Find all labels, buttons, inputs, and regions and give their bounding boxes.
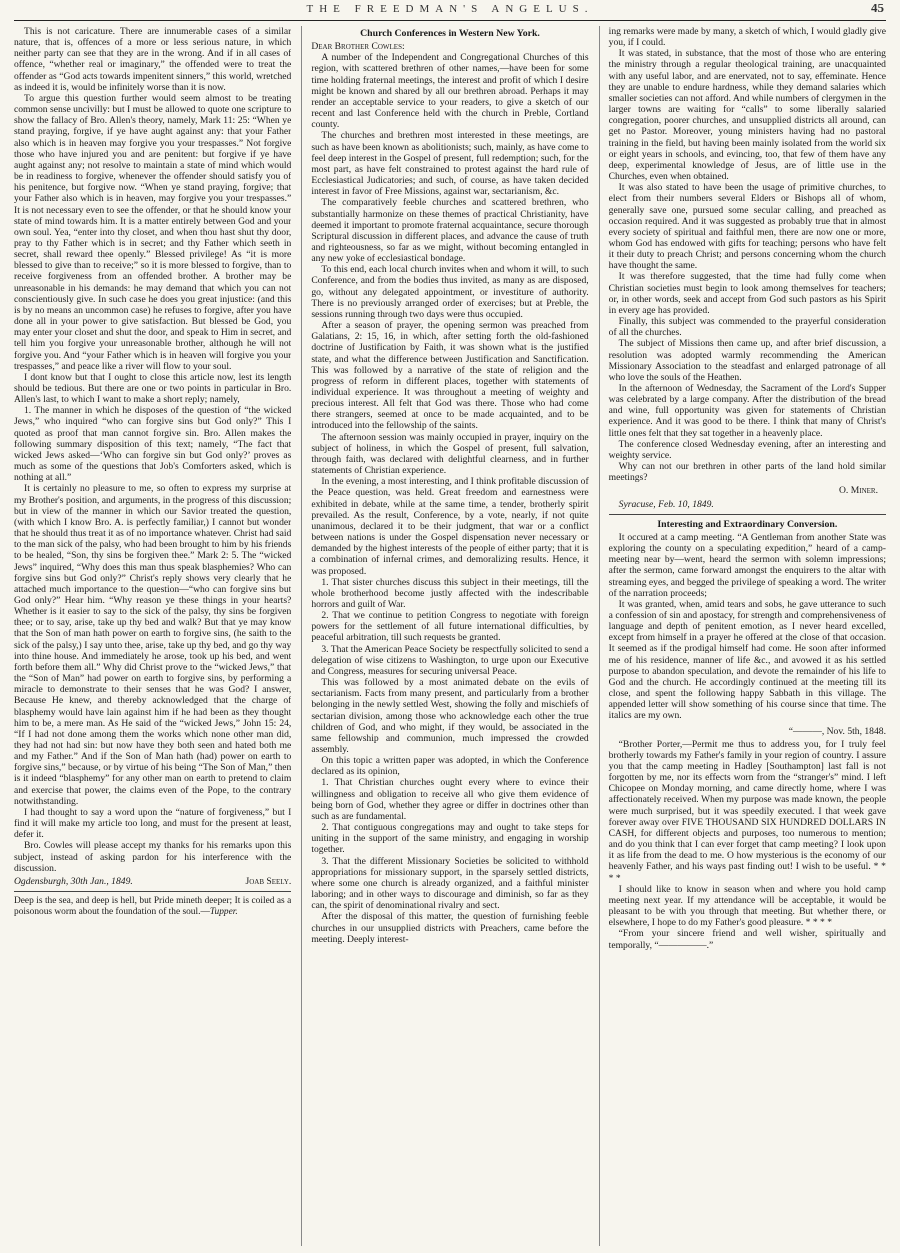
paragraph: 2. That we continue to petition Congress to negotiate with foreign powers for the settlement of all future international difficulties, by peaceful arbitration, till such requests be granted. bbox=[311, 610, 589, 644]
paragraph: 1. That Christian churches ought every where to evince their willingness and obligation to receive all who give them evidence of being born of God, whether they agree or differ in doctrines other than such as are fundamental. bbox=[311, 777, 589, 822]
paragraph: It occured at a camp meeting. “A Gentleman from another State was exploring the county on a speculating expedition,” heard of a camp-meeting near by—went, heard the sermon with solemn impressions; after the sermon, came forward amongst the enquirers to the altar with streaming eyes, and begged the privilege of speaking a word. The writer of the narration proceeds; bbox=[608, 531, 886, 599]
paragraph: I had thought to say a word upon the “nature of forgiveness,” but I find it will make my article too long, and must for the present at least, defer it. bbox=[14, 806, 292, 841]
columns bbox=[14, 26, 886, 1246]
article-heading: Interesting and Extraordinary Conversion. bbox=[657, 518, 838, 530]
paragraph: 1. That sister churches discuss this subject in their meetings, till the whole brotherhood become justly affected with the indescribable horrors and guilt of War. bbox=[311, 576, 589, 610]
paragraph: This is not caricature. There are innumerable cases of a similar nature, that is, offences of a more or less serious nature, in which neither party can see that they are in the wrong. And if in all cases of offence, “whether real or imaginary,” the offended were to treat the offender as “God acts towards impenitent sinners,” this world, wretched as indeed it is, would be infinitely worse than it is now. bbox=[14, 26, 292, 93]
paragraph: I dont know but that I ought to close this article now, lest its length should be tedious. But there are one or two points in particular in Bro. Allen's last, to which I want to make a short reply; namely, bbox=[14, 371, 292, 406]
article-heading: Church Conferences in Western New York. bbox=[360, 28, 540, 39]
epigram-text: Deep is the sea, and deep is hell, but Pride mineth deeper; It is coiled as a poisonous worm about the foundation of the soul.— bbox=[14, 896, 292, 918]
column-2 bbox=[301, 26, 588, 1246]
divider bbox=[609, 514, 886, 515]
dateline: Syracuse, Feb. 10, 1849. bbox=[618, 498, 714, 510]
paragraph: The subject of Missions then came up, and after brief discussion, a resolution was adopted warmly recommending the American Missionary Association to the steadfast and enlarged patronage of all who love the souls of the Heathen. bbox=[608, 338, 886, 383]
paragraph: After a season of prayer, the opening sermon was preached from Galatians, 2: 15, 16, in which, after setting forth the old-fashioned doctrine of Justification by Faith, it was shown what is the justified state, and what the difference between Justification and Sanctification. This was followed by a narrative of the state of religion and the progress of reform in different places, together with statements of individual experience. It was throughout a meeting of weighty and precious interest. All felt that God was there. Those who had come there strangers, seemed at once to be made acquainted, and to be introduced into the fellowship of the saints. bbox=[311, 320, 589, 432]
running-head-title: THE FREEDMAN'S ANGELUS. bbox=[306, 4, 594, 15]
paragraph: It is certainly no pleasure to me, so often to express my surprise at my Brother's position, and arguments, in the progress of this discussion; but in view of the manner in which our Savior treated the question, (with which I know Bro. A. is perfectly familiar,) I cannot but wonder that he should thus treat it as of no importance whatever. Christ had said to the man sick of the palsy, who had been brought to him by his friends to be healed, “Son, thy sins be forgiven thee.” Mark 2: 5. The “wicked Jews” inquired, “Why does this man thus speak blasphemies? Who can forgive sins but God only?” Christ's reply shows very clearly that he attached much importance to the question—“who can forgive sins but God only?” Hear him. “Why reason ye these things in your hearts? Whether is it easier to say to the sick of the palsy, thy sins be forgiven thee; or to say, arise, take up thy bed and walk? But that ye may know that the Son of man hath power on earth to forgive sins, (he saith to the sick of the palsy,) I say unto thee, arise, take up thy bed, and go thy way into thine house. And immediately he arose, took up his bed, and went forth before them all.” Why did Christ prove to the “wicked Jews,” that the “Son of Man” had power on earth to forgive sins, by performing a miracle to demonstrate to their senses that he was God? I answer, Because He knew, and thereby acknowledged that the charge of blasphemy would have lain against him if he had been as they thought him to be, a mere man. As He said of the “wicked Jews,” John 15: 24, “If I had not done among them the works which none other man did, they had not had sin: but now have they both seen and hated both me and my Father.” And if the Son of Man hath (had) power on earth to forgive sins,” because, or by virtue of his being “The Son of Man,” then is it indeed “blasphemy” for any other man on earth to pretend to claim and exercise that power, the claims even of the Pope, to the contrary notwithstanding. bbox=[14, 483, 292, 807]
paragraph: It was also stated to have been the usage of primitive churches, to elect from their numbers several Elders or Bishops all of whom, generally save one, pursued some secular calling, and preached as occasion required. And it was suggested as probably true that in almost every society of spiritual and faithful men, there are now one or more, whom God has endowed with gifts for teaching; persons who have felt it their duty to preach Christ; and persons concerning whom the church have thought the same. bbox=[608, 182, 886, 272]
paragraph: In the evening, a most interesting, and I think profitable discussion of the Peace question, was held. Great freedom and earnestness were exhibited in debate, while at the same time, a tender, brotherly spirit prevailed. As the result, Conference, by a vote, nearly, if not quite unanimous, declared it to be their judgment, that war or a conflict between nations is under the Gospel dispensation never necessary or demanded by the highest interests of the people of either party; that it is a combination of infernal crimes, and demoralizing results. Hence, it was proposed. bbox=[311, 476, 589, 577]
letter-paragraph: “From your sincere friend and well wisher, spiritually and temporally, “—————.” bbox=[608, 928, 886, 951]
letter-paragraph: “Brother Porter,—Permit me thus to address you, for I truly feel brotherly towards my Father's family in your region of country. I assure you that the camp meeting in Hadley [Southampton] last fall is not forgotten by me, nor its effects worn from the “stranger's” mind. I left Chicopee on Monday morning, and came directly home, where I was affectionately received. When my purpose was made known, the people were much surprised, but it was speedily executed. I that week gave forever away over FIVE THOUSAND SIX HUNDRED DOLLARS IN CASH, for different objects and purposes, too numerous to mention; and do you think that I can ever forget that camp meeting? I look upon it as life from the dead to me. O how mysterious is the economy of our heavenly Father, and his ways past finding out! I wish to be useful. * * * * bbox=[608, 738, 886, 884]
paragraph: 2. That contiguous congregations may and ought to take steps for uniting in the support of the same ministry, and engaging in worship together. bbox=[311, 822, 589, 856]
paragraph: ing remarks were made by many, a sketch of which, I would gladly give you, if I could. bbox=[608, 26, 886, 49]
signature-line bbox=[14, 876, 291, 887]
paragraph: 1. The manner in which he disposes of the question of “the wicked Jews,” who inquired “who can forgive sins but God only?” This I quoted as proof that man cannot forgive sin. Bro. Allen makes the following summary disposition of this text; namely, “The fact that wicked Jews asked—‘Who can forgive sin but God only?’ proves as much as some of the questions that Job's Comforters asked, which is nothing at all.” bbox=[14, 405, 292, 484]
paragraph: To this end, each local church invites when and whom it will, to such Conference, and from the bodies thus invited, as many as are disposed, go, without any delegated appointment, or investiture of authority. There is no previously arranged order of exercises; but at Preble, the sessions running through two days were thus occupied. bbox=[311, 264, 589, 320]
dateline: Ogdensburgh, 30th Jan., 1849. bbox=[14, 875, 133, 887]
paragraph: 3. That the different Missionary Societies be solicited to withhold appropriations for missionary support, in the sparsely settled districts, where some one church is already organized, and a faithful minister laboring; and in other ways to discourage and diminish, so far as they can, the spirit of denominational rivalry and sect. bbox=[311, 855, 589, 912]
paragraph: Bro. Cowles will please accept my thanks for his remarks upon this subject, instead of asking pardon for his interference with the discussion. bbox=[14, 840, 292, 874]
column-3 bbox=[599, 26, 886, 1246]
letter-paragraph: I should like to know in season when and where you hold camp meeting next year. If my attendance will be acceptable, it would be pleasant to be with you through that meeting. But whether there, or elsewhere, I hope to do my Father's good pleasure. * * * * bbox=[608, 883, 886, 929]
paragraph: After the disposal of this matter, the question of furnishing feeble churches in our unsupplied districts with Preachers, came before the meeting. Deeply interest- bbox=[311, 911, 589, 945]
epigram-source: Tupper. bbox=[209, 907, 238, 918]
author-signature: Joab Seely. bbox=[245, 875, 292, 887]
paragraph: It was therefore suggested, that the time had fully come when Christian societies must begin to look among themselves for teachers; or, in other words, seek and accept from God such pastors as his Spirit in every age has provided. bbox=[608, 271, 886, 316]
paragraph: Why can not our brethren in other parts of the land hold similar meetings? bbox=[608, 461, 886, 484]
paragraph: In the afternoon of Wednesday, the Sacrament of the Lord's Supper was celebrated by a large company. After the distribution of the bread and wine, full opportunity was given for statements of Christian experience. And it was good to be there. I think that many of Christ's little ones felt that they sat together in a heavenly place. bbox=[608, 383, 886, 439]
column-1 bbox=[14, 26, 291, 1246]
paragraph: The churches and brethren most interested in these meetings, are such as have been known as abolitionists; such, mainly, as have come to feel deep interest in the Gospel of present, full redemption; such, for the most part, as have felt constrained to protest against the hard rule of Ecclesiastical Judicatories; and such, of course, as have taken decided interest in favor of Free Missions, against war, sectarianism, &c. bbox=[311, 130, 589, 198]
paragraph: To argue this question further would seem almost to be treating common sense uncivilly: but I must be allowed to quote one scripture to show the fallacy of Bro. Allen's theory, namely, Mark 11: 25: “When ye stand praying, forgive, if ye have aught against any: that your Father also which is in heaven may forgive you your trespasses.” Not forgive those who have injured you and are penitent: but forgive if ye have aught against any; not resolve to maintain a state of mind which would be in readiness to forgive, whenever the offender should satisfy you of his penitence, but forgive now. “When ye stand praying, forgive; that your Father also which is in heaven, may forgive you your trespasses.” It is not necessary even to see the offender, or that he should know your state of mind towards him. It is a matter entirely between God and your own soul. Yea, “enter into thy closet, and when thou hast shut thy door, pray to thy Father which is in secret; and thy Father which seeth in secret, shall reward thee openly.” Blessed privilege! As “it is more blessed to give than to receive;” so it is more blessed to forgive, than to receive forgiveness from an offended brother. A brother may be unreasonable in his demands: he may demand that which you can not conscientiously give. In such case he does you great injustice: (and this is by no means an uncommon case) he refuses to forgive, after you have done all in your power to give satisfaction. But blessed be God, you may enter your closet and shut the door, and speak to Him in secret, and tell him you forgive your unreasonable brother, although he will not forgive you. And “your Father which is in heaven will forgive you your trespasses,” and peace like a river will flow to your soul. bbox=[14, 92, 292, 372]
author-signature: O. Miner. bbox=[838, 485, 878, 497]
paragraph: The afternoon session was mainly occupied in prayer, inquiry on the subject of holiness, in which the Gospel of present, full salvation, through faith, was declared with delightful clearness, and in further statements of Christian experience. bbox=[311, 431, 589, 477]
epigram bbox=[14, 896, 291, 918]
running-head bbox=[14, 4, 886, 21]
paragraph: Finally, this subject was commended to the prayerful consideration of all the churches. bbox=[608, 316, 886, 339]
paragraph: It was stated, in substance, that the most of those who are entering the ministry through a regular theological training, are unacquainted with any useful labor, and are enervated, not to say, effeminate. Hence they are unable to endure hardness, while they demand salaries which smaller societies can not afford. And while numbers of clergymen in the larger towns are waiting for “calls” to some liberally salaried congregation, poorer churches, and unsupplied districts all around, can get no Pastor. Moreover, young ministers having had no pastoral training in the field, but having been mainly isolated from the world six or eight years in schools, and evincing, too, that few of them have any deep, experimental knowledge of Jesus, are of little use in the Churches, even when obtained. bbox=[608, 48, 886, 183]
paragraph: The comparatively feeble churches and scattered brethren, who substantially harmonize on these themes of practical Christianity, have deemed it important to promote fraternal acquaintance, secure thorough Scriptural discussion in different places, and advance the cause of truth and righteousness, so far as we might, without becoming entangled in any new yoke of ecclesiastical bondage. bbox=[311, 197, 589, 265]
paragraph: On this topic a written paper was adopted, in which the Conference declared as its opinion, bbox=[311, 755, 589, 778]
paragraph: This was followed by a most animated debate on the evils of sectarianism. Facts from many present, and particularly from a brother belonging in the newly settled West, showing the folly and mischiefs of sectarian division, among those who acknowledge each other the true children of God, and who might, if they would, be associated in the same fellowship and communion, much impressed the crowded assembly. bbox=[311, 677, 589, 755]
paragraph: 3. That the American Peace Society be respectfully solicited to send a delegation of wise citizens to Washington, to urge upon our Executive and Congress, measures for securing universal Peace. bbox=[311, 643, 589, 677]
letter-date: “———, Nov. 5th, 1848. bbox=[788, 725, 886, 737]
paragraph: It was granted, when, amid tears and sobs, he gave utterance to such a confession of sin and apostacy, for strength and comprehensiveness of language and depth of penitent emotion, as I never heard excelled, except from himself in a prayer he offered at the close of that occasion. It seemed as if the prodigal himself had come. He soon after informed me of his residence, manner of life &c., and avowed it as his settled purpose to abandon speculation, and devote the remainder of his life to God and the church. He accordingly continued at the meeting till its close, and spent the following happy Sabbath in this village. The appended letter will show something of his course since that time. The italics are my own. bbox=[608, 598, 886, 722]
paragraph: A number of the Independent and Congregational Churches of this region, with scattered brethren of other names,—have been for some time holding fraternal meetings, the interest and profit of which I desire might be known and shared by all our brethren abroad. Perhaps it may render an acceptable service to your readers, to give a sketch of our recent and last Conference held with the church in Preble, Cortland county. bbox=[311, 52, 589, 131]
page-number: 45 bbox=[871, 4, 884, 15]
salutation: Dear Brother Cowles: bbox=[311, 41, 405, 53]
paragraph: The conference closed Wednesday evening, after an interesting and weighty service. bbox=[608, 438, 886, 461]
divider bbox=[14, 891, 291, 892]
